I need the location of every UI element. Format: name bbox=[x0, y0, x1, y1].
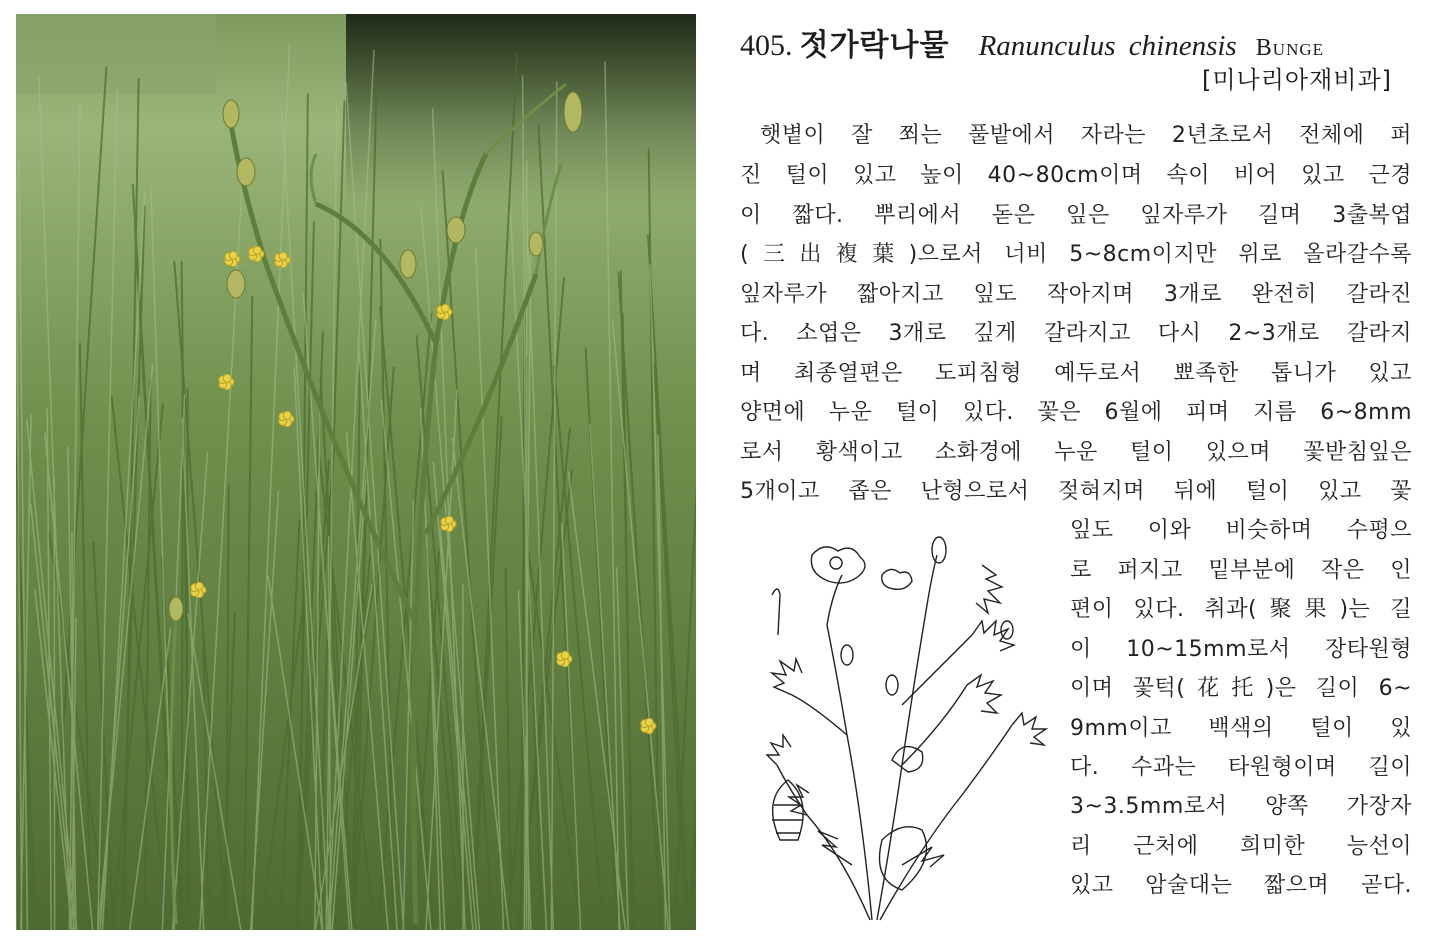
description-line: 며 최종열편은 도피침형 예두로서 뾰족한 톱니가 있고 bbox=[740, 361, 1412, 386]
korean-name: 젓가락나물 bbox=[799, 28, 950, 63]
description-line: 5개이고 좁은 난형으로서 젖혀지며 뒤에 털이 있고 꽃 bbox=[740, 479, 1412, 504]
description-line: 9mm이고 백색의 털이 있 bbox=[1070, 716, 1412, 741]
entry-number: 405. bbox=[740, 29, 793, 62]
description-line: 이 10~15mm로서 장타원형 bbox=[1070, 637, 1412, 662]
description-line: 진 털이 있고 높이 40~80cm이며 속이 비어 있고 근경 bbox=[740, 163, 1412, 188]
description-line: 잎자루가 짧아지고 잎도 작아지며 3개로 완전히 갈라진 bbox=[740, 282, 1412, 307]
description-line: 다. 수과는 타원형이며 길이 bbox=[1070, 755, 1412, 780]
description-line: 로서 황색이고 소화경에 누운 털이 있으며 꽃받침잎은 bbox=[740, 440, 1412, 465]
description-line: 이며 꽃턱(花托)은 길이 6~ bbox=[1070, 676, 1412, 701]
description-line: 햇볕이 잘 쬐는 풀밭에서 자라는 2년초로서 전체에 퍼 bbox=[760, 123, 1412, 148]
description-line: 양면에 누운 털이 있다. 꽃은 6월에 피며 지름 6~8mm bbox=[740, 400, 1412, 425]
description-line: 잎도 이와 비슷하며 수평으 bbox=[1070, 518, 1412, 543]
description-line: 3~3.5mm로서 양쪽 가장자 bbox=[1070, 794, 1412, 819]
description-line: 있고 암술대는 짧으며 곧다. bbox=[1070, 873, 1412, 898]
botanical-illustration bbox=[752, 535, 1052, 925]
author-name: Bunge bbox=[1255, 35, 1325, 61]
description-line: 로 퍼지고 밑부분에 작은 인 bbox=[1070, 558, 1412, 583]
description-line: 이 짧다. 뿌리에서 돋은 잎은 잎자루가 길며 3출복엽 bbox=[740, 203, 1412, 228]
entry-header bbox=[740, 20, 1380, 64]
description-line: (三出複葉)으로서 너비 5~8cm이지만 위로 올라갈수록 bbox=[740, 242, 1412, 267]
description-line: 다. 소엽은 3개로 깊게 갈라지고 다시 2~3개로 갈라지 bbox=[740, 321, 1412, 346]
plant-photo bbox=[16, 14, 696, 930]
description-line: 리 근처에 희미한 능선이 bbox=[1070, 834, 1412, 859]
description-line: 편이 있다. 취과(聚果)는 길 bbox=[1070, 597, 1412, 622]
family-name: [미나리아재비과] bbox=[1201, 66, 1392, 94]
scientific-name: Ranunculus chinensis bbox=[978, 30, 1237, 62]
